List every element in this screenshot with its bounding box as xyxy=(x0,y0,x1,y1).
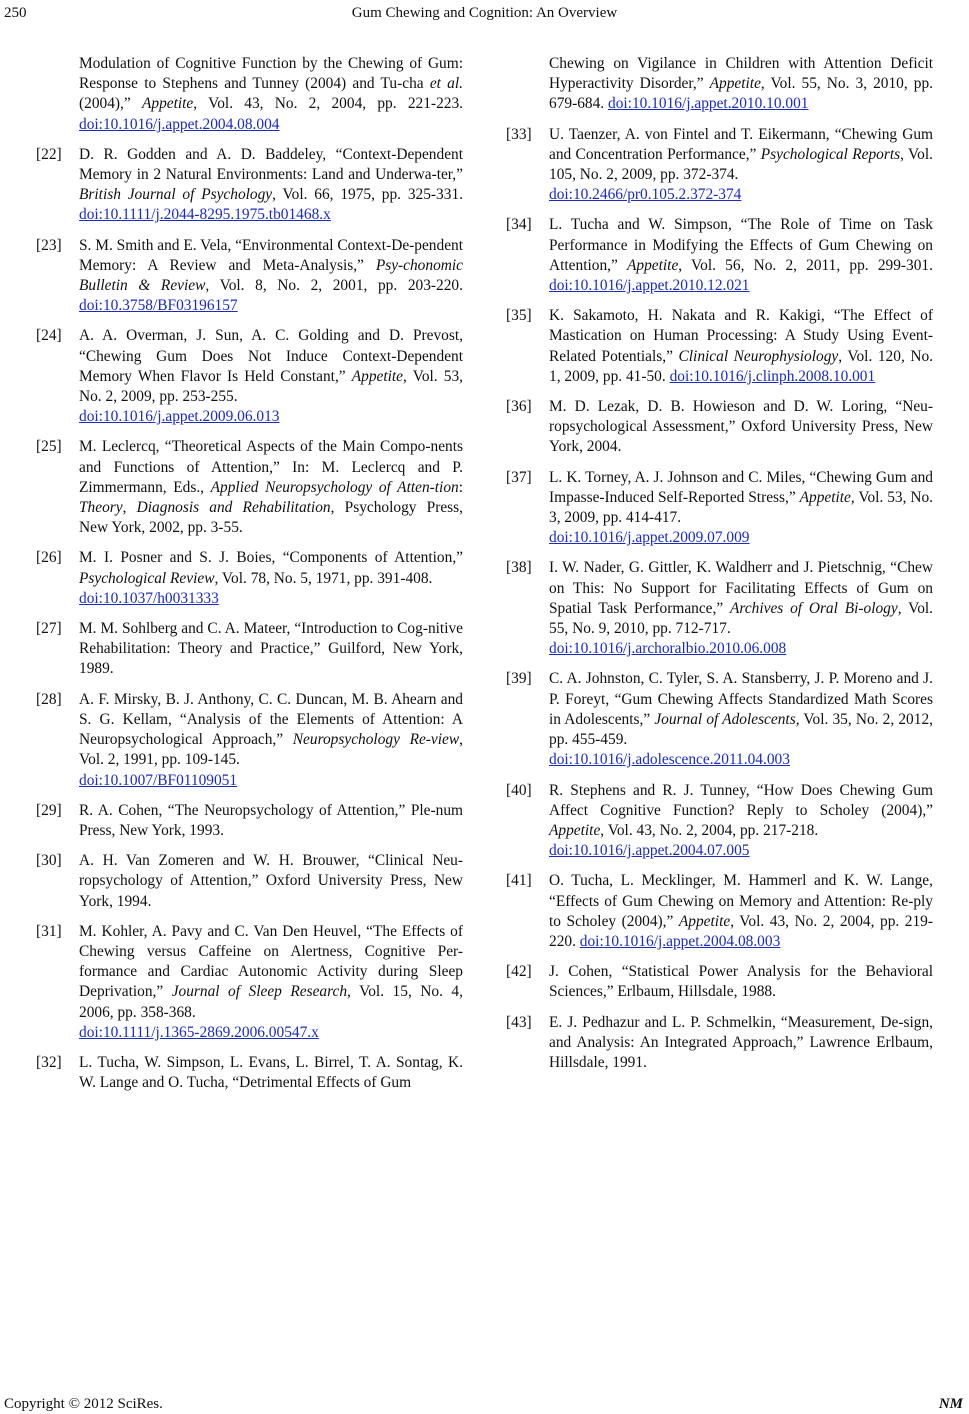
reference-number: [39] xyxy=(506,670,532,688)
reference-number: [25] xyxy=(36,438,62,456)
reference-text-segment: M. Kohler, A. Pavy and C. Van Den Heuvel, “The Effects of Chewing versus Caffeine on Alertness, Cognitive Per-formance and Cardiac Autonomic Activity during Sleep Deprivation,” xyxy=(79,922,463,1001)
reference-number: [38] xyxy=(506,559,532,577)
reference-text-segment: , Vol. 43, No. 2, 2004, pp. 219-220. xyxy=(549,912,934,950)
reference-text-segment: (2004),” xyxy=(79,95,142,113)
reference-text xyxy=(79,236,463,317)
reference-number: [33] xyxy=(506,125,532,143)
reference-text xyxy=(549,125,933,206)
reference-number: [43] xyxy=(506,1013,532,1031)
reference-italic-text: Psychological Reports xyxy=(760,145,901,163)
reference-text xyxy=(549,215,933,296)
reference-text-segment: M. M. Sohlberg and C. A. Mateer, “Introduction to Cog-nitive Rehabilitation: Theory and Practice,” Guilford, New York, 1989. xyxy=(79,620,463,678)
reference-entry xyxy=(506,397,933,458)
reference-entry xyxy=(506,306,933,387)
reference-italic-text: Appetite xyxy=(351,367,404,385)
reference-italic-text: Appetite xyxy=(627,256,679,274)
reference-text xyxy=(549,962,933,1002)
reference-text xyxy=(79,619,463,680)
doi-link[interactable]: doi:10.1016/j.appet.2004.07.005 xyxy=(549,842,750,860)
page-number: 250 xyxy=(4,5,27,21)
reference-text-segment: A. H. Van Zomeren and W. H. Brouwer, “Clinical Neu-ropsychology of Attention,” Oxford University Press, New York, 1994. xyxy=(79,852,463,910)
reference-text-segment: L. Tucha, W. Simpson, L. Evans, L. Birrel, T. A. Sontag, K. W. Lange and O. Tucha, “Detrimental Effects of Gum xyxy=(79,1053,463,1092)
reference-text xyxy=(549,468,933,549)
reference-text-segment: , Vol. 53, No. 3, 2009, pp. 414-417. xyxy=(549,488,933,527)
reference-italic-text: Appetite xyxy=(678,912,731,930)
reference-text-segment: , Vol. 8, No. 2, 2001, pp. 203-220. xyxy=(205,277,463,295)
reference-text-segment: M. I. Posner and S. J. Boies, “Components of Attention,” xyxy=(79,549,463,567)
reference-number: [31] xyxy=(36,922,62,940)
doi-line xyxy=(79,589,463,609)
reference-entry xyxy=(36,236,463,317)
doi-link[interactable]: doi:10.1111/j.2044-8295.1975.tb01468.x xyxy=(79,206,331,224)
reference-entry xyxy=(36,922,463,1043)
reference-italic-text: Journal of Sleep Research xyxy=(171,983,348,1001)
reference-text-segment: M. Leclercq, “Theoretical Aspects of the Main Compo-nents and Functions of Attention,” In: M. Leclercq and P. Zimmermann, Eds., xyxy=(79,438,463,496)
reference-number: [30] xyxy=(36,852,62,870)
doi-link[interactable]: doi:10.1037/h0031333 xyxy=(79,589,219,607)
reference-number: [26] xyxy=(36,549,62,567)
reference-entry xyxy=(36,690,463,791)
reference-italic-text: Appetite xyxy=(799,488,851,506)
reference-text-segment: R. Stephens and R. J. Tunney, “How Does Chewing Gum Affect Cognitive Function? Reply to Scholey (2004),” xyxy=(549,781,933,819)
reference-text-segment: E. J. Pedhazur and L. P. Schmelkin, “Measurement, De-sign, and Analysis: An Integrated Approach,” Lawrence Erlbaum, Hillsdale, 1991. xyxy=(549,1013,933,1071)
reference-text xyxy=(79,326,463,427)
doi-link[interactable]: doi:10.1016/j.clinph.2008.10.001 xyxy=(669,367,876,385)
reference-text-segment: , Vol. 43, No. 2, 2004, pp. 217-218. xyxy=(600,821,819,839)
reference-text-segment: A. A. Overman, J. Sun, A. C. Golding and D. Prevost, “Chewing Gum Does Not Induce Context-Dependent Memory When Flavor Is Held Constant,” xyxy=(79,327,463,385)
reference-text-segment: , Vol. 2, 1991, pp. 109-145. xyxy=(79,731,463,769)
reference-text xyxy=(79,437,463,538)
doi-line xyxy=(549,750,933,770)
doi-link[interactable]: doi:10.1016/j.appet.2004.08.003 xyxy=(579,932,781,950)
reference-number: [22] xyxy=(36,145,62,163)
doi-link[interactable]: doi:10.1016/j.appet.2009.06.013 xyxy=(79,408,280,426)
reference-entry xyxy=(36,619,463,680)
reference-entry xyxy=(506,781,933,862)
doi-link[interactable]: doi:10.1007/BF01109051 xyxy=(79,771,238,789)
reference-italic-text: Theory xyxy=(79,499,123,517)
reference-text-segment: D. R. Godden and A. D. Baddeley, “Context-Dependent Memory in 2 Natural Environments: Land and Underwa-ter,” xyxy=(79,145,463,184)
reference-number: [35] xyxy=(506,307,532,325)
reference-entry xyxy=(36,326,463,427)
doi-line xyxy=(79,771,463,791)
doi-line xyxy=(549,841,933,861)
reference-italic-text: British Journal of Psychology xyxy=(79,186,273,204)
doi-link[interactable]: doi:10.1016/j.appet.2010.12.021 xyxy=(549,277,750,295)
reference-italic-text: Appetite xyxy=(141,95,194,113)
reference-text-segment: , Vol. 55, No. 9, 2010, pp. 712-717. xyxy=(549,599,934,638)
reference-entry xyxy=(506,215,933,296)
reference-text xyxy=(549,781,933,862)
reference-text-segment: M. D. Lezak, D. B. Howieson and D. W. Loring, “Neu-ropsychological Assessment,” Oxford University Press, New York, 2004. xyxy=(549,398,933,456)
doi-line xyxy=(79,1023,463,1043)
reference-number: [37] xyxy=(506,468,532,486)
reference-italic-text: Journal of Adolescents xyxy=(654,710,796,728)
reference-text-segment: , Vol. 15, No. 4, 2006, pp. 358-368. xyxy=(79,983,463,1021)
reference-italic-text: Archives of Oral Bi-ology xyxy=(730,599,898,617)
reference-entry xyxy=(36,1053,463,1093)
reference-number: [29] xyxy=(36,801,62,819)
doi-line xyxy=(549,528,933,548)
reference-text xyxy=(549,558,933,659)
reference-number: [41] xyxy=(506,872,532,890)
reference-entry xyxy=(506,1013,933,1074)
journal-abbreviation: NM xyxy=(938,1396,963,1412)
reference-entry xyxy=(36,548,463,609)
reference-text-segment: , Vol. 35, No. 2, 2012, pp. 455-459. xyxy=(549,710,933,749)
reference-number: [42] xyxy=(506,963,532,981)
doi-link[interactable]: doi:10.2466/pr0.105.2.372-374 xyxy=(549,186,742,204)
reference-text xyxy=(549,669,933,770)
reference-text xyxy=(79,851,463,912)
reference-text-segment: R. A. Cohen, “The Neuropsychology of Attention,” Ple-num Press, New York, 1993. xyxy=(79,801,463,839)
reference-number: [28] xyxy=(36,690,62,708)
running-head xyxy=(0,2,969,24)
reference-number: [36] xyxy=(506,398,532,416)
reference-text xyxy=(79,801,463,841)
reference-text xyxy=(549,306,933,387)
reference-text xyxy=(79,548,463,609)
doi-link[interactable]: doi:10.1016/j.adolescence.2011.04.003 xyxy=(549,751,790,769)
reference-number: [32] xyxy=(36,1053,62,1071)
reference-number: [27] xyxy=(36,620,62,638)
doi-line xyxy=(79,407,463,427)
reference-text-segment: K. Sakamoto, H. Nakata and R. Kakigi, “The Effect of Mastication on Human Processing: A Study Using Event-Related Potentials,” xyxy=(549,307,933,365)
reference-entry xyxy=(506,962,933,1002)
reference-text-segment: : xyxy=(458,478,463,496)
reference-text-segment: Chewing on Vigilance in Children with Attention Deficit Hyperactivity Disorder,” xyxy=(549,55,933,93)
reference-text-segment: L. Tucha and W. Simpson, “The Role of Time on Task Performance in Modifying the Effects of Gum Chewing on Attention,” xyxy=(549,216,933,274)
doi-link[interactable]: doi:10.1111/j.1365-2869.2006.00547.x xyxy=(79,1023,319,1041)
reference-number: [34] xyxy=(506,216,532,234)
reference-text-segment: , Psychology Press, New York, 2002, pp. 3-55. xyxy=(79,499,463,537)
reference-italic-text: Neuropsychology Re-view xyxy=(292,731,460,749)
reference-italic-text: Appetite xyxy=(709,75,761,93)
reference-text-segment: , Vol. 78, No. 5, 1971, pp. 391-408. xyxy=(214,569,433,587)
page-footer xyxy=(0,1394,969,1414)
doi-link[interactable]: doi:10.1016/j.appet.2010.10.001 xyxy=(608,95,809,113)
doi-link[interactable]: doi:10.1016/j.archoralbio.2010.06.008 xyxy=(549,640,787,658)
reference-column-right xyxy=(506,54,933,1083)
reference-text-segment: , Vol. 55, No. 3, 2010, pp. 679-684. xyxy=(549,75,933,113)
reference-entry xyxy=(36,801,463,841)
reference-number: [24] xyxy=(36,327,62,345)
reference-italic-text: Clinical Neurophysiology xyxy=(678,347,839,365)
reference-column-left xyxy=(36,54,463,1103)
reference-number: [23] xyxy=(36,236,62,254)
running-title: Gum Chewing and Cognition: An Overview xyxy=(351,5,618,21)
reference-entry xyxy=(36,145,463,226)
copyright-notice: Copyright © 2012 SciRes. xyxy=(4,1396,163,1412)
reference-text xyxy=(549,1013,933,1074)
reference-text-segment: S. M. Smith and E. Vela, “Environmental Context-De-pendent Memory: A Review and Meta-Analysis,” xyxy=(79,236,463,274)
reference-text-segment: J. Cohen, “Statistical Power Analysis for the Behavioral Sciences,” Erlbaum, Hillsdale, 1988. xyxy=(549,963,933,1001)
reference-entry xyxy=(506,125,933,206)
reference-entry xyxy=(506,468,933,549)
reference-entry xyxy=(36,851,463,912)
doi-link[interactable]: doi:10.3758/BF03196157 xyxy=(79,297,238,315)
reference-italic-text: Psychological Review xyxy=(79,569,215,587)
reference-text-segment: I. W. Nader, G. Gittler, K. Waldherr and J. Pietschnig, “Chew on This: No Support for Facilitating Effects of Gum on Spatial Task Performance,” xyxy=(549,559,933,617)
reference-text xyxy=(549,54,933,115)
reference-entry xyxy=(506,558,933,659)
reference-entry xyxy=(36,54,463,135)
reference-entry xyxy=(36,437,463,538)
doi-line xyxy=(549,185,933,205)
reference-text-segment: U. Taenzer, A. von Fintel and T. Eikermann, “Chewing Gum and Concentration Performance,” xyxy=(549,125,933,163)
reference-text-segment: , Vol. 105, No. 2, 2009, pp. 372-374. xyxy=(549,145,933,184)
reference-number: [40] xyxy=(506,781,532,799)
reference-text-segment: A. F. Mirsky, B. J. Anthony, C. C. Duncan, M. B. Ahearn and S. G. Kellam, “Analysis of the Elements of Attention: A Neuropsychological Approach,” xyxy=(79,690,463,749)
reference-text xyxy=(79,145,463,226)
reference-text xyxy=(79,54,463,135)
reference-italic-text: Psy-chonomic Bulletin & Review xyxy=(79,256,463,295)
reference-text-segment: , Vol. 56, No. 2, 2011, pp. 299-301. xyxy=(678,256,933,274)
doi-line xyxy=(549,639,933,659)
reference-italic-text: Applied Neuropsychology of Atten-tion xyxy=(210,478,459,496)
reference-text xyxy=(549,871,933,952)
reference-text-segment: O. Tucha, L. Mecklinger, M. Hammerl and K. W. Lange, “Effects of Gum Chewing on Memory and Attention: Re-ply to Scholey (2004),” xyxy=(549,872,933,930)
reference-text-segment: , Vol. 53, No. 2, 2009, pp. 253-255. xyxy=(79,367,463,406)
reference-entry xyxy=(506,871,933,952)
doi-link[interactable]: doi:10.1016/j.appet.2004.08.004 xyxy=(79,115,280,133)
reference-entry xyxy=(506,669,933,770)
reference-italic-text: Diagnosis and Rehabilitation xyxy=(136,499,331,517)
doi-link[interactable]: doi:10.1016/j.appet.2009.07.009 xyxy=(549,529,750,547)
reference-italic-text: Appetite xyxy=(549,821,601,839)
reference-italic-text: et al. xyxy=(429,75,464,93)
reference-entry xyxy=(506,54,933,115)
reference-text xyxy=(79,1053,463,1093)
reference-text-segment: , Vol. 120, No. 1, 2009, pp. 41-50. xyxy=(549,347,933,385)
reference-text-segment: , Vol. 66, 1975, pp. 325-331. xyxy=(272,186,463,204)
reference-text-segment: C. A. Johnston, C. Tyler, S. A. Stansberry, J. P. Moreno and J. P. Foreyt, “Gum Chewing Affects Standardized Math Scores in Adolescents,” xyxy=(549,670,933,728)
reference-text xyxy=(79,690,463,791)
reference-text-segment: , xyxy=(122,499,137,517)
reference-text-segment: L. K. Torney, A. J. Johnson and C. Miles, “Chewing Gum and Impasse-Induced Self-Reported Stress,” xyxy=(549,468,933,506)
reference-text-segment: , Vol. 43, No. 2, 2004, pp. 221-223. xyxy=(193,95,463,113)
reference-text xyxy=(79,922,463,1043)
reference-text-segment: Modulation of Cognitive Function by the Chewing of Gum: Response to Stephens and Tunney (2004) and Tu-cha xyxy=(79,55,463,93)
reference-text xyxy=(549,397,933,458)
